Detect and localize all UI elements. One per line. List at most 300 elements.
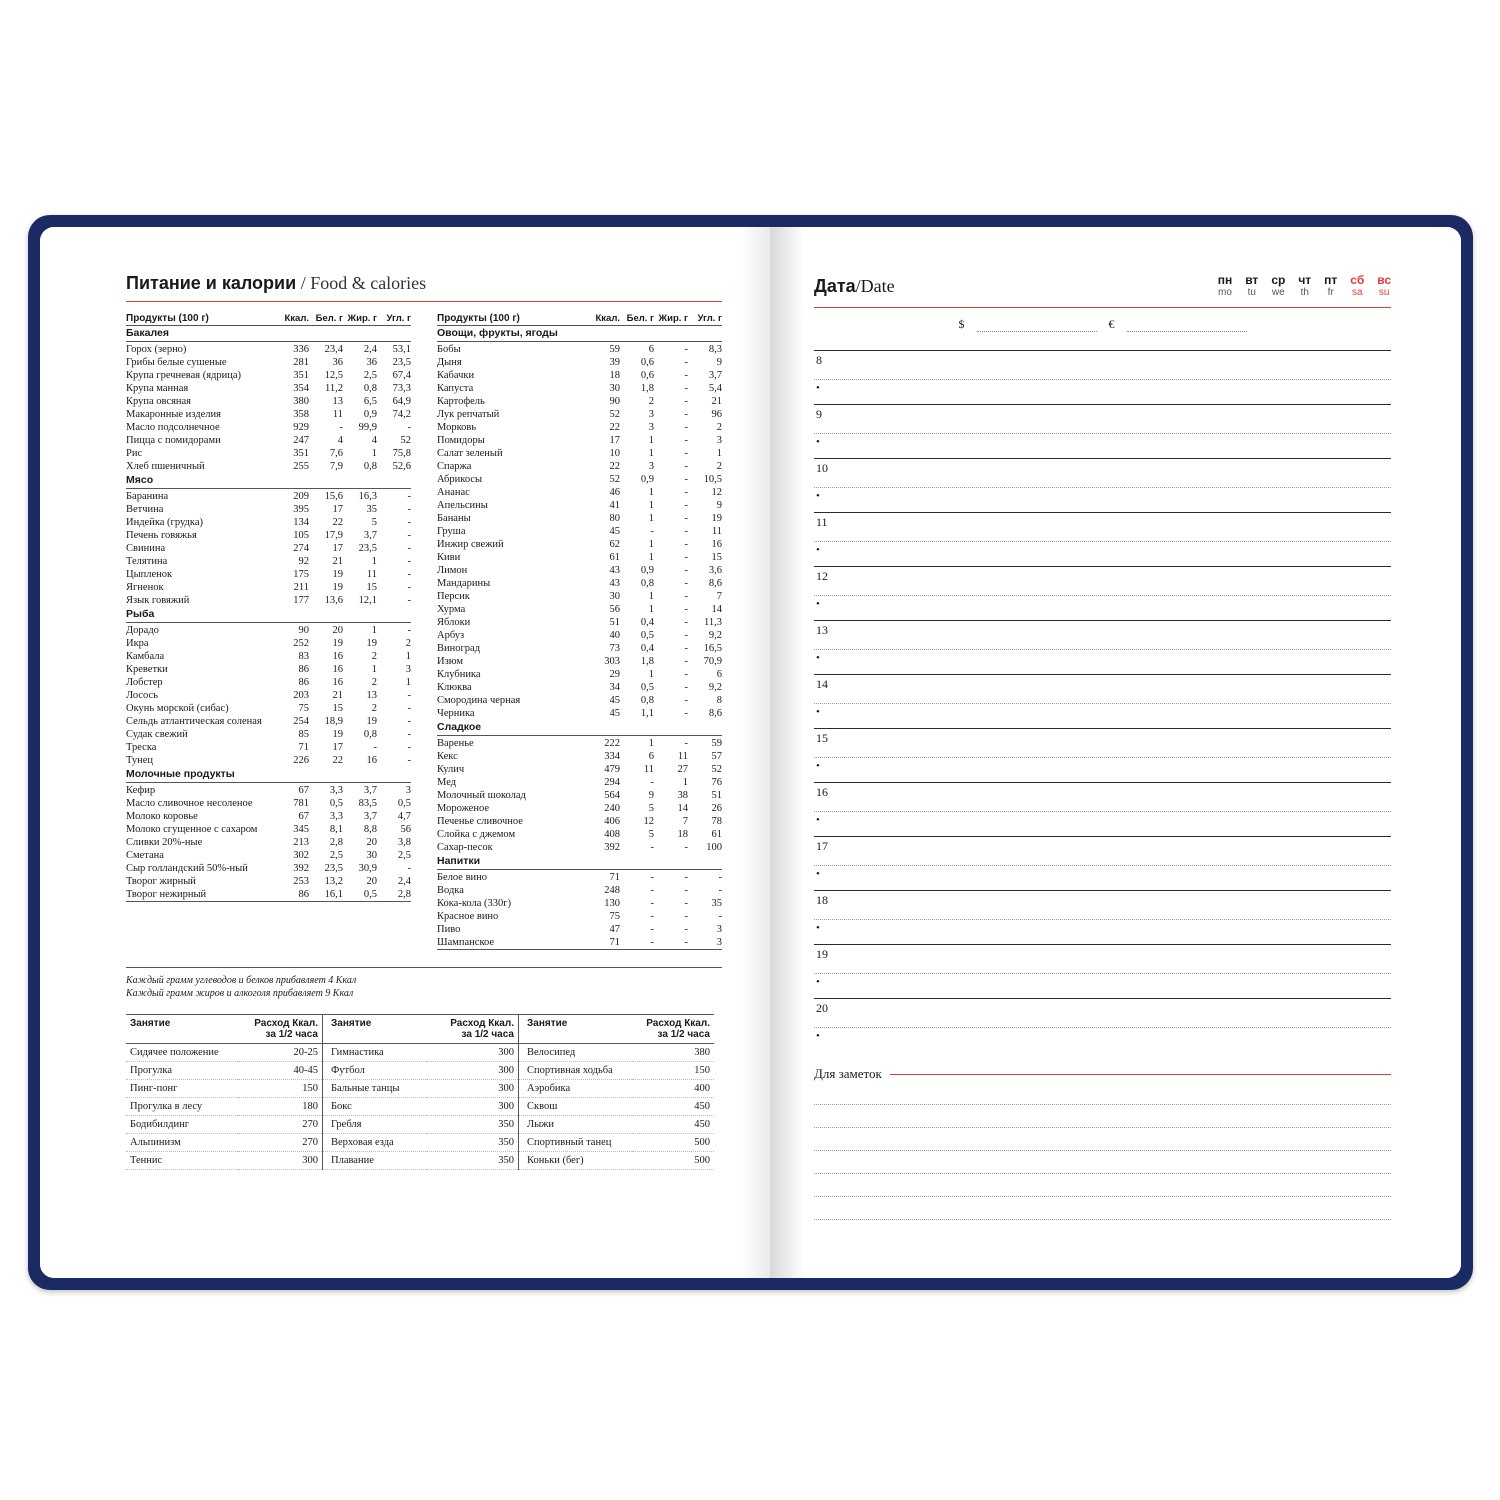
food-carb: 76 [711,777,722,788]
activity-row [323,1152,519,1170]
notes-label: Для заметок [814,1066,882,1081]
food-fat: - [684,643,688,654]
food-carb: - [407,504,411,515]
food-name: Ананас [437,487,470,498]
food-carb: 1 [405,677,411,688]
food-fat: 4 [371,435,377,446]
hour-row-10[interactable] [814,458,1391,487]
activity-row [126,1044,322,1062]
food-name: Инжир свежий [437,539,504,550]
half-hour-row-14[interactable]: • [814,703,1391,728]
activity-row [323,1062,519,1080]
food-fat: - [684,487,688,498]
activity-row [519,1044,715,1062]
note-line[interactable] [814,1197,1391,1220]
left-page [40,227,770,1278]
half-hour-row-10[interactable]: • [814,487,1391,512]
hour-row-13[interactable] [814,620,1391,649]
weekday-tu[interactable] [1245,273,1258,298]
half-hour-row-9[interactable]: • [814,433,1391,458]
food-kcal: 781 [293,798,309,809]
food-row [126,594,411,607]
food-name: Баранина [126,491,169,502]
hour-label: 19 [816,947,828,961]
food-name: Сахар-песок [437,842,493,853]
food-protein: 3 [648,461,654,472]
food-fat: - [684,552,688,563]
food-fat: 83,5 [358,798,377,809]
food-protein: 17,9 [324,530,343,541]
eur-input[interactable] [1127,320,1247,332]
page-title-en: / Food & calories [296,273,427,293]
weekday-we[interactable] [1271,273,1285,298]
food-kcal: 86 [298,889,309,900]
food-name: Камбала [126,651,165,662]
hour-label: 9 [816,407,822,421]
food-kcal: 240 [604,803,620,814]
food-row [126,875,411,888]
food-name: Груша [437,526,466,537]
food-row [437,828,722,841]
food-fat: 15 [366,582,377,593]
food-fat: - [684,422,688,433]
food-carb: 19 [711,513,722,524]
activity-name: Сидячее положение [126,1044,238,1062]
food-fat: - [684,578,688,589]
food-protein: 0,8 [640,695,654,706]
food-carb: 4,7 [397,811,411,822]
food-group-header [437,854,722,871]
activity-table-header [323,1015,519,1044]
food-protein: 17 [332,742,343,753]
food-fat: 2,5 [363,370,377,381]
food-row [437,750,722,763]
food-protein: - [650,842,654,853]
food-protein: 17 [332,504,343,515]
food-fat: 11 [366,569,377,580]
food-carb: - [407,491,411,502]
half-hour-row-18[interactable]: • [814,919,1391,944]
food-carb: 3,6 [708,565,722,576]
hour-row-9[interactable] [814,404,1391,433]
food-protein: 17 [332,543,343,554]
half-hour-row-12[interactable]: • [814,595,1391,620]
food-protein: 0,9 [640,474,654,485]
activity-name: Бокс [323,1098,427,1116]
food-fat: - [684,656,688,667]
food-kcal: 75 [298,703,309,714]
activity-table-2 [322,1014,518,1170]
food-group-header [126,607,411,624]
food-carb: - [407,729,411,740]
note-line[interactable] [814,1151,1391,1174]
activity-kcal: 450 [632,1098,714,1116]
food-protein: 22 [332,755,343,766]
hour-label: 14 [816,677,828,691]
food-kcal: 75 [609,911,620,922]
food-name: Крупа овсяная [126,396,192,407]
half-hour-row-16[interactable]: • [814,811,1391,836]
food-carb: 15 [711,552,722,563]
food-row [126,369,411,382]
hour-label: 10 [816,461,828,475]
food-fat: 13 [366,690,377,701]
food-carb: - [407,556,411,567]
half-hour-row-17[interactable]: • [814,865,1391,890]
food-protein: 1 [648,513,654,524]
food-protein: 23,4 [324,344,343,355]
activity-col-kcal-l2: за 1/2 часа [657,1029,710,1040]
food-fat: - [373,742,377,753]
food-kcal: 43 [609,565,620,576]
food-name: Бананы [437,513,471,524]
food-protein: - [650,898,654,909]
activity-name: Плавание [323,1152,427,1170]
food-kcal: 40 [609,630,620,641]
activity-row [519,1116,715,1134]
food-protein: 0,5 [329,798,343,809]
food-protein: 9 [648,790,654,801]
food-row [437,629,722,642]
food-name: Спаржа [437,461,472,472]
food-carb: 75,8 [392,448,411,459]
hour-row-19[interactable] [814,944,1391,973]
food-row [437,923,722,936]
food-row [126,637,411,650]
food-protein: 1 [648,448,654,459]
food-name: Морковь [437,422,477,433]
food-protein: 13,2 [324,876,343,887]
hour-label: 15 [816,731,828,745]
food-name: Мороженое [437,803,489,814]
note-line[interactable] [814,1174,1391,1197]
food-group-label: Овощи, фрукты, ягоды [437,327,722,342]
food-protein: 0,6 [640,370,654,381]
activity-tables [126,1014,722,1170]
food-protein: 16,1 [324,889,343,900]
food-kcal: 85 [298,729,309,740]
food-row [126,568,411,581]
food-fat: - [684,630,688,641]
food-row [437,512,722,525]
activity-kcal: 300 [238,1152,322,1170]
activity-col-kcal [238,1015,322,1044]
food-protein: 18,9 [324,716,343,727]
food-carb: 5,4 [708,383,722,394]
activity-col-kcal [426,1015,518,1044]
hour-row-8[interactable] [814,350,1391,379]
food-name: Рис [126,448,143,459]
date-rule [814,307,1391,308]
food-row [437,668,722,681]
hour-label: 12 [816,569,828,583]
food-row [437,910,722,923]
food-kcal: 380 [293,396,309,407]
food-row [437,936,722,950]
food-group-header [437,326,722,344]
activity-name: Гребля [323,1116,427,1134]
food-name: Макаронные изделия [126,409,221,420]
food-row [437,408,722,421]
food-carb: 11 [711,526,722,537]
activity-name: Прогулка [126,1062,238,1080]
activity-name: Спортивный танец [519,1134,632,1152]
food-protein: 13 [332,396,343,407]
food-row [437,421,722,434]
food-row [126,784,411,797]
weekday-th[interactable] [1298,273,1311,298]
food-carb: 21 [711,396,722,407]
food-name: Слойка с джемом [437,829,516,840]
activity-name: Верховая езда [323,1134,427,1152]
food-table-1 [126,312,411,905]
food-carb: 11,3 [704,617,722,628]
food-name: Крупа гречневая (ядрица) [126,370,242,381]
half-hour-row-15[interactable]: • [814,757,1391,782]
food-fat: 2,4 [363,344,377,355]
food-protein: 7,9 [329,461,343,472]
weekday-mo[interactable] [1218,273,1233,298]
half-hour-row-11[interactable]: • [814,541,1391,566]
food-carb: 9,2 [708,630,722,641]
food-kcal: 86 [298,677,309,688]
food-fat: - [684,708,688,719]
food-protein: 13,6 [324,595,343,606]
activity-row [519,1152,715,1170]
food-kcal: 929 [293,422,309,433]
food-name: Масло сливочное несоленое [126,798,253,809]
food-group-label: Мясо [126,474,411,489]
food-name: Судак свежий [126,729,188,740]
hour-row-14[interactable] [814,674,1391,703]
food-fat: - [684,474,688,485]
food-kcal: 71 [609,872,620,883]
food-fat: - [684,383,688,394]
food-fat: - [684,669,688,680]
usd-input[interactable] [977,320,1097,332]
food-carb: - [407,742,411,753]
hour-row-12[interactable] [814,566,1391,595]
food-name: Икра [126,638,149,649]
food-kcal: 86 [298,664,309,675]
weekday-selector[interactable] [1218,273,1391,298]
food-fat: 11 [677,751,688,762]
activity-row [519,1062,715,1080]
food-row [437,871,722,884]
food-carb: 52 [400,435,411,446]
food-fat: 19 [366,638,377,649]
food-kcal: 67 [298,811,309,822]
food-row [126,689,411,702]
food-carb: - [407,517,411,528]
food-row [437,841,722,854]
food-protein: 0,8 [640,578,654,589]
food-protein: 21 [332,690,343,701]
activity-table-3 [518,1014,714,1170]
food-carb: - [407,625,411,636]
weekday-ru: пн [1217,273,1233,287]
activity-kcal: 300 [426,1098,518,1116]
food-fat: - [684,526,688,537]
weekday-fr[interactable] [1324,273,1337,298]
food-fat: 5 [371,517,377,528]
food-fat: - [684,435,688,446]
food-row [126,356,411,369]
food-fat: 3,7 [363,811,377,822]
food-row [437,681,722,694]
half-hour-row-8[interactable]: • [814,379,1391,404]
food-carb: 3 [405,785,411,796]
food-name: Молоко коровье [126,811,198,822]
food-carb: 2 [405,638,411,649]
hour-label: 13 [816,623,828,637]
weekday-sa[interactable] [1350,273,1364,298]
food-carb: 6 [716,669,722,680]
food-fat: - [684,513,688,524]
food-carb: 2,5 [397,850,411,861]
food-protein: 0,4 [640,617,654,628]
food-fat: 16 [366,755,377,766]
food-protein: 1 [648,500,654,511]
activity-kcal: 20-25 [238,1044,322,1062]
food-name: Смородина черная [437,695,521,706]
food-column-2 [437,312,722,953]
food-row [437,395,722,408]
food-name: Язык говяжий [126,595,190,606]
food-fat: 3,7 [363,530,377,541]
food-fat: 3,7 [363,785,377,796]
note-line[interactable] [814,1105,1391,1128]
food-kcal: 130 [604,898,620,909]
food-row [126,529,411,542]
food-row [437,382,722,395]
food-protein: - [650,885,654,896]
food-name: Сельдь атлантическая соленая [126,716,262,727]
food-kcal: 203 [293,690,309,701]
col-header-protein: Бел. г [620,312,654,326]
col-header-carb: Угл. г [688,312,722,326]
activity-row [323,1044,519,1062]
food-carb: 3 [716,435,722,446]
food-protein: 12 [643,816,654,827]
planner-cover [28,215,1473,1290]
food-protein: 21 [332,556,343,567]
food-fat: - [684,448,688,459]
food-kcal: 45 [609,708,620,719]
food-name: Салат зеленый [437,448,503,459]
food-row [126,797,411,810]
hour-row-15[interactable] [814,728,1391,757]
food-fat: 18 [677,829,688,840]
hour-row-17[interactable] [814,836,1391,865]
hour-grid [814,350,1391,1052]
food-kcal: 392 [604,842,620,853]
food-fat: 6,5 [363,396,377,407]
half-hour-row-19[interactable]: • [814,973,1391,998]
food-kcal: 45 [609,526,620,537]
food-kcal: 226 [293,755,309,766]
food-name: Сметана [126,850,164,861]
hour-row-20[interactable] [814,998,1391,1027]
food-protein: - [650,526,654,537]
food-carb: 2,8 [397,889,411,900]
hour-row-18[interactable] [814,890,1391,919]
activity-row [126,1152,322,1170]
hour-label: 20 [816,1001,828,1015]
hour-label: 11 [816,515,828,529]
note-line[interactable] [814,1082,1391,1105]
food-name: Кекс [437,751,458,762]
food-carb: 3 [716,937,722,948]
food-protein: - [650,937,654,948]
food-carb: 3,7 [708,370,722,381]
hour-row-16[interactable] [814,782,1391,811]
food-row [126,408,411,421]
weekday-en: tu [1247,287,1256,298]
activity-name: Аэробика [519,1080,632,1098]
food-row [437,525,722,538]
food-name: Помидоры [437,435,485,446]
food-kcal: 45 [609,695,620,706]
food-protein: 1,8 [640,383,654,394]
food-name: Сыр голландский 50%-ный [126,863,248,874]
food-name: Клубника [437,669,481,680]
food-kcal: 351 [293,370,309,381]
food-carb: 67,4 [392,370,411,381]
food-protein: 19 [332,582,343,593]
food-row [126,823,411,836]
food-kcal: 46 [609,487,620,498]
food-protein: 1 [648,604,654,615]
hour-row-11[interactable] [814,512,1391,541]
food-protein: 16 [332,677,343,688]
food-fat: 27 [677,764,688,775]
half-hour-row-13[interactable]: • [814,649,1391,674]
food-protein: 1 [648,552,654,563]
food-row [437,577,722,590]
activity-kcal: 400 [632,1080,714,1098]
food-kcal: 406 [604,816,620,827]
food-group-label: Молочные продукты [126,768,411,783]
food-carb: 51 [711,790,722,801]
food-name: Лосось [126,690,158,701]
food-fat: - [684,738,688,749]
food-fat: - [684,872,688,883]
food-row [126,754,411,767]
food-name: Ветчина [126,504,164,515]
food-carb: 1 [716,448,722,459]
note-line[interactable] [814,1128,1391,1151]
activity-name: Лыжи [519,1116,632,1134]
half-hour-row-20[interactable]: • [814,1027,1391,1052]
food-row [126,741,411,754]
food-protein: - [650,924,654,935]
food-table-2 [437,312,722,953]
food-row [437,499,722,512]
food-fat: - [684,344,688,355]
food-carb: 57 [711,751,722,762]
activity-kcal: 500 [632,1152,714,1170]
food-name: Молоко сгущенное с сахаром [126,824,258,835]
activity-name: Теннис [126,1152,238,1170]
activity-name: Футбол [323,1062,427,1080]
activity-kcal: 500 [632,1134,714,1152]
food-group-label: Напитки [437,855,722,870]
food-protein: 2,5 [329,850,343,861]
food-name: Креветки [126,664,168,675]
activity-name: Коньки (бег) [519,1152,632,1170]
weekday-su[interactable] [1377,273,1391,298]
